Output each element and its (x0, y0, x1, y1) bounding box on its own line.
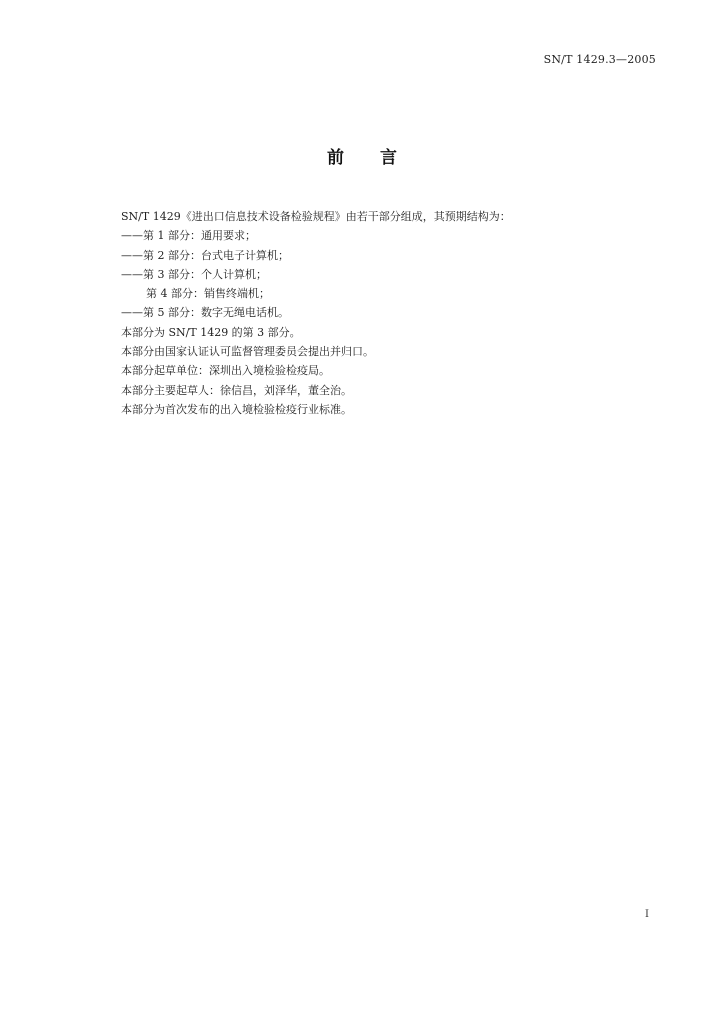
title-char-1: 前 (327, 148, 344, 168)
standard-code: SN/T 1429.3—2005 (543, 53, 656, 66)
foreword-body (121, 207, 601, 419)
drafters-statement: 本部分主要起草人：徐信昌，刘泽华，董全治。 (121, 383, 352, 397)
part-list-item-2: ——第 2 部分：台式电子计算机； (121, 248, 289, 262)
intro-paragraph: SN/T 1429《进出口信息技术设备检验规程》由若干部分组成，其预期结构为： (121, 210, 511, 223)
part-list-item-3: ——第 3 部分：个人计算机； (121, 267, 267, 281)
title-char-2: 言 (380, 148, 397, 168)
part-list-item-1: ——第 1 部分：通用要求； (121, 229, 256, 243)
drafting-unit-statement: 本部分起草单位：深圳出入境检验检疫局。 (121, 364, 330, 378)
part-list-item-4: 第 4 部分：销售终端机； (146, 287, 270, 301)
part-statement: 本部分为 SN/T 1429 的第 3 部分。 (121, 325, 301, 339)
proposer-statement: 本部分由国家认证认可监督管理委员会提出并归口。 (121, 345, 374, 359)
page-number: I (645, 909, 649, 920)
first-release-statement: 本部分为首次发布的出入境检验检疫行业标准。 (121, 402, 352, 416)
page-title (0, 143, 724, 168)
part-list-item-5: ——第 5 部分：数字无绳电话机。 (121, 306, 289, 320)
